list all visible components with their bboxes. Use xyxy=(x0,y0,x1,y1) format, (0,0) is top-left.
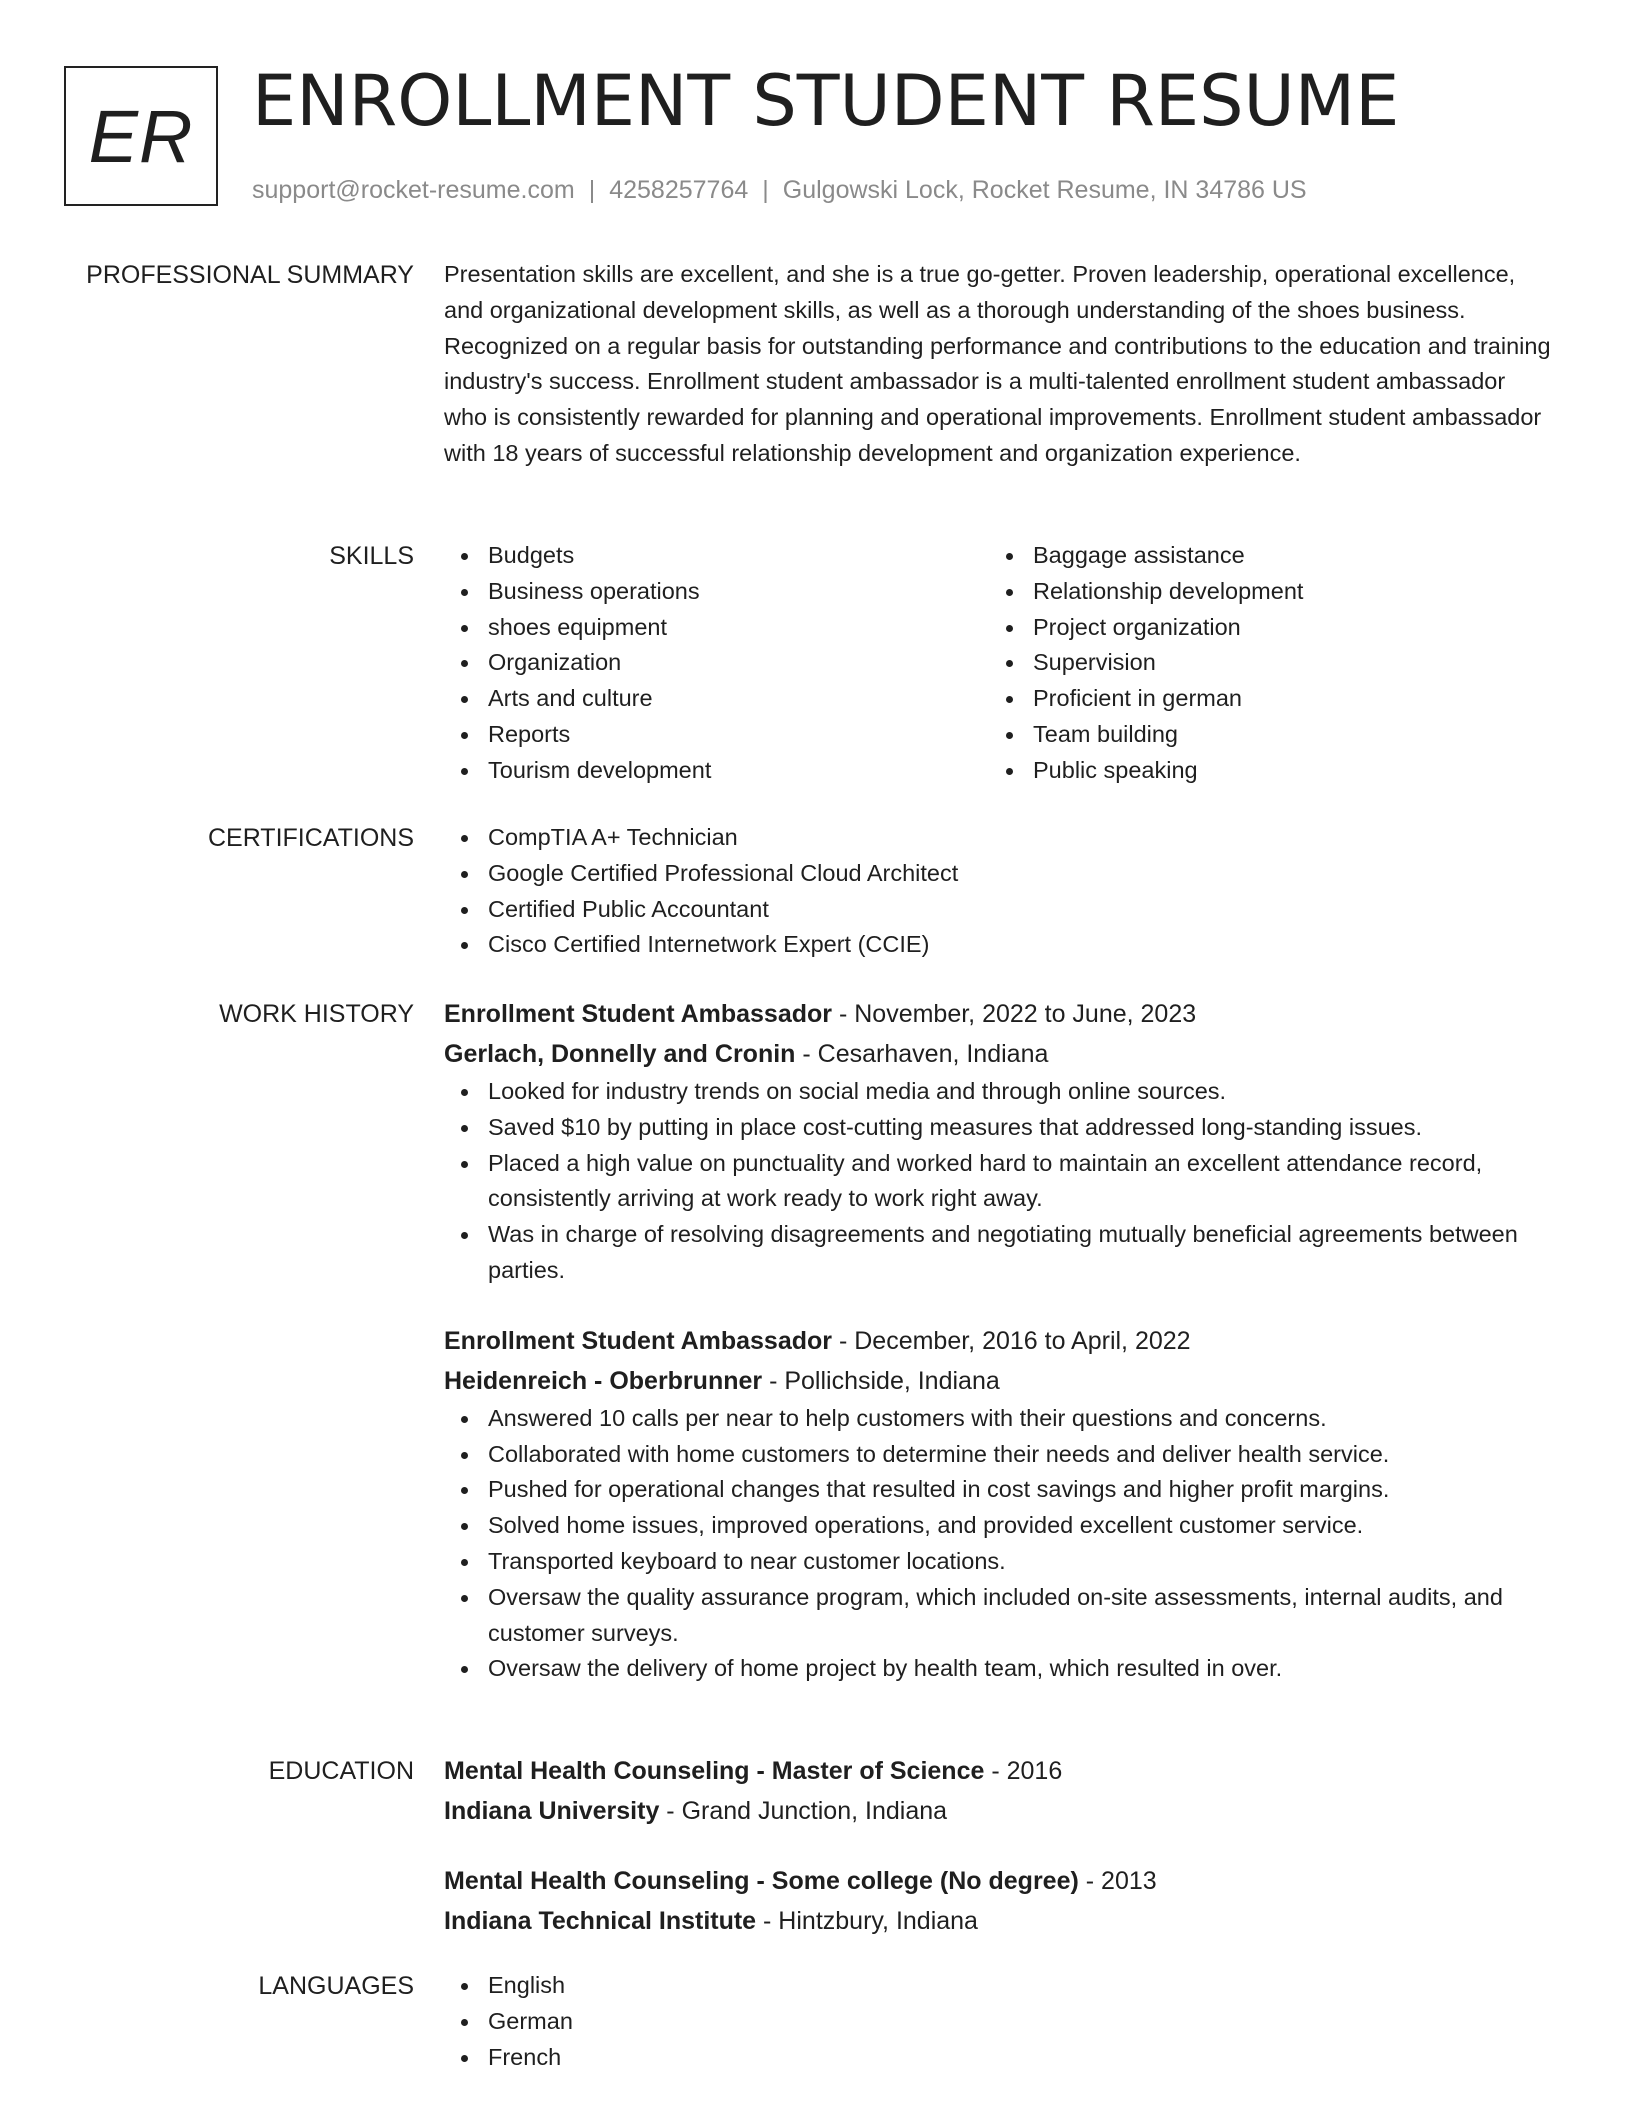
certification-item: Google Certified Professional Cloud Architect xyxy=(444,856,1554,892)
skills-list-right xyxy=(989,538,1509,789)
education-year: - 2016 xyxy=(984,1757,1063,1785)
job-bullet: Oversaw the quality assurance program, which included on-site assessments, internal audits, and customer surveys. xyxy=(444,1580,1554,1652)
section-label-education: EDUCATION xyxy=(268,1757,414,1785)
language-item: French xyxy=(444,2040,1554,2076)
certification-item: Certified Public Accountant xyxy=(444,892,1554,928)
skill-item: Tourism development xyxy=(444,753,964,789)
job-bullet: Looked for industry trends on social media and through online sources. xyxy=(444,1074,1554,1110)
skills-column-right xyxy=(989,538,1509,789)
job-bullet: Collaborated with home customers to determine their needs and deliver health service. xyxy=(444,1437,1554,1473)
education-degree: Mental Health Counseling - Some college (No degree) xyxy=(444,1867,1079,1895)
skill-item: shoes equipment xyxy=(444,610,964,646)
job-entry xyxy=(444,1321,1554,1687)
work-history-content xyxy=(444,994,1554,1687)
education-school: Indiana Technical Institute xyxy=(444,1907,757,1935)
skill-item: Relationship development xyxy=(989,574,1509,610)
contact-separator: | xyxy=(588,176,596,204)
education-entry xyxy=(444,1751,1554,1831)
section-label-languages: LANGUAGES xyxy=(258,1972,414,2000)
monogram-box xyxy=(64,66,218,206)
languages-content xyxy=(444,1968,1554,2075)
job-company: Gerlach, Donnelly and Cronin xyxy=(444,1040,796,1068)
job-location: - Pollichside, Indiana xyxy=(762,1366,1000,1395)
job-bullet: Pushed for operational changes that resulted in cost savings and higher profit margins. xyxy=(444,1472,1554,1508)
job-bullet: Oversaw the delivery of home project by health team, which resulted in over. xyxy=(444,1651,1554,1687)
job-company: Heidenreich - Oberbrunner xyxy=(444,1366,763,1395)
monogram-initials: ER xyxy=(88,94,194,178)
section-label-certifications: CERTIFICATIONS xyxy=(207,824,414,852)
education-location: - Grand Junction, Indiana xyxy=(659,1797,948,1825)
skill-item: Reports xyxy=(444,717,964,753)
job-company-line xyxy=(444,1034,1554,1074)
skills-column-left xyxy=(444,538,964,789)
job-bullet: Placed a high value on punctuality and worked hard to maintain an excellent attendance record, consistently arriving at work ready to work right away. xyxy=(444,1146,1554,1218)
skill-item: Arts and culture xyxy=(444,681,964,717)
education-degree-line xyxy=(444,1861,1554,1901)
job-bullet-list xyxy=(444,1401,1554,1687)
job-dates: - November, 2022 to June, 2023 xyxy=(832,1000,1197,1028)
skill-item: Business operations xyxy=(444,574,964,610)
job-location: - Cesarhaven, Indiana xyxy=(795,1040,1049,1068)
job-bullet: Saved $10 by putting in place cost-cutting measures that addressed long-standing issues. xyxy=(444,1110,1554,1146)
language-item: English xyxy=(444,1968,1554,2004)
skill-item: Team building xyxy=(989,717,1509,753)
job-title-line xyxy=(444,1321,1554,1361)
certifications-content xyxy=(444,820,1554,963)
summary-text: Presentation skills are excellent, and she is a true go-getter. Proven leadership, operational excellence, and organizational development skills, as well as a thorough understanding of the shoes business. Recognized on a regular basis for outstanding performance and contributions to the education and training industry's success. Enrollment student ambassador is a multi-talented enrollment student ambassador who is consistently rewarded for planning and operational improvements. Enrollment student ambassador with 18 years of successful relationship development and organization experience. xyxy=(444,261,1551,466)
job-bullet: Transported keyboard to near customer locations. xyxy=(444,1544,1554,1580)
skills-content xyxy=(444,538,1554,798)
education-degree-line xyxy=(444,1751,1554,1791)
education-school-line xyxy=(444,1901,1554,1941)
certification-item: Cisco Certified Internetwork Expert (CCIE) xyxy=(444,927,1554,963)
skill-item: Budgets xyxy=(444,538,964,574)
summary-content xyxy=(444,257,1554,472)
job-dates: - December, 2016 to April, 2022 xyxy=(832,1326,1191,1355)
languages-list xyxy=(444,1968,1554,2075)
skills-list-left xyxy=(444,538,964,789)
language-item: German xyxy=(444,2004,1554,2040)
skill-item: Public speaking xyxy=(989,753,1509,789)
contact-email[interactable]: support@rocket-resume.com xyxy=(252,176,575,204)
skill-item: Supervision xyxy=(989,645,1509,681)
resume-title: ENROLLMENT STUDENT RESUME xyxy=(252,60,1400,142)
job-entry xyxy=(444,994,1554,1289)
section-label-summary: PROFESSIONAL SUMMARY xyxy=(86,261,414,289)
job-title: Enrollment Student Ambassador xyxy=(444,1000,833,1028)
job-bullet: Was in charge of resolving disagreements and negotiating mutually beneficial agreements between parties. xyxy=(444,1217,1554,1289)
education-degree: Mental Health Counseling - Master of Science xyxy=(444,1757,985,1785)
education-school-line xyxy=(444,1791,1554,1831)
certification-item: CompTIA A+ Technician xyxy=(444,820,1554,856)
job-bullet-list xyxy=(444,1074,1554,1289)
section-label-skills: SKILLS xyxy=(329,542,414,570)
skill-item: Organization xyxy=(444,645,964,681)
job-company-line xyxy=(444,1361,1554,1401)
job-bullet: Solved home issues, improved operations, and provided excellent customer service. xyxy=(444,1508,1554,1544)
job-bullet: Answered 10 calls per near to help customers with their questions and concerns. xyxy=(444,1401,1554,1437)
contact-address: Gulgowski Lock, Rocket Resume, IN 34786 US xyxy=(782,176,1307,204)
education-content xyxy=(444,1751,1554,1941)
skill-item: Proficient in german xyxy=(989,681,1509,717)
contact-line xyxy=(252,173,1307,207)
education-school: Indiana University xyxy=(444,1797,660,1825)
skill-item: Baggage assistance xyxy=(989,538,1509,574)
education-entry xyxy=(444,1861,1554,1941)
job-title: Enrollment Student Ambassador xyxy=(444,1326,833,1355)
contact-phone[interactable]: 4258257764 xyxy=(609,176,749,204)
certifications-list xyxy=(444,820,1554,963)
job-title-line xyxy=(444,994,1554,1034)
education-year: - 2013 xyxy=(1078,1867,1157,1895)
section-label-work-history: WORK HISTORY xyxy=(219,1000,414,1028)
contact-separator: | xyxy=(762,176,769,204)
education-location: - Hintzbury, Indiana xyxy=(756,1907,978,1935)
skill-item: Project organization xyxy=(989,610,1509,646)
